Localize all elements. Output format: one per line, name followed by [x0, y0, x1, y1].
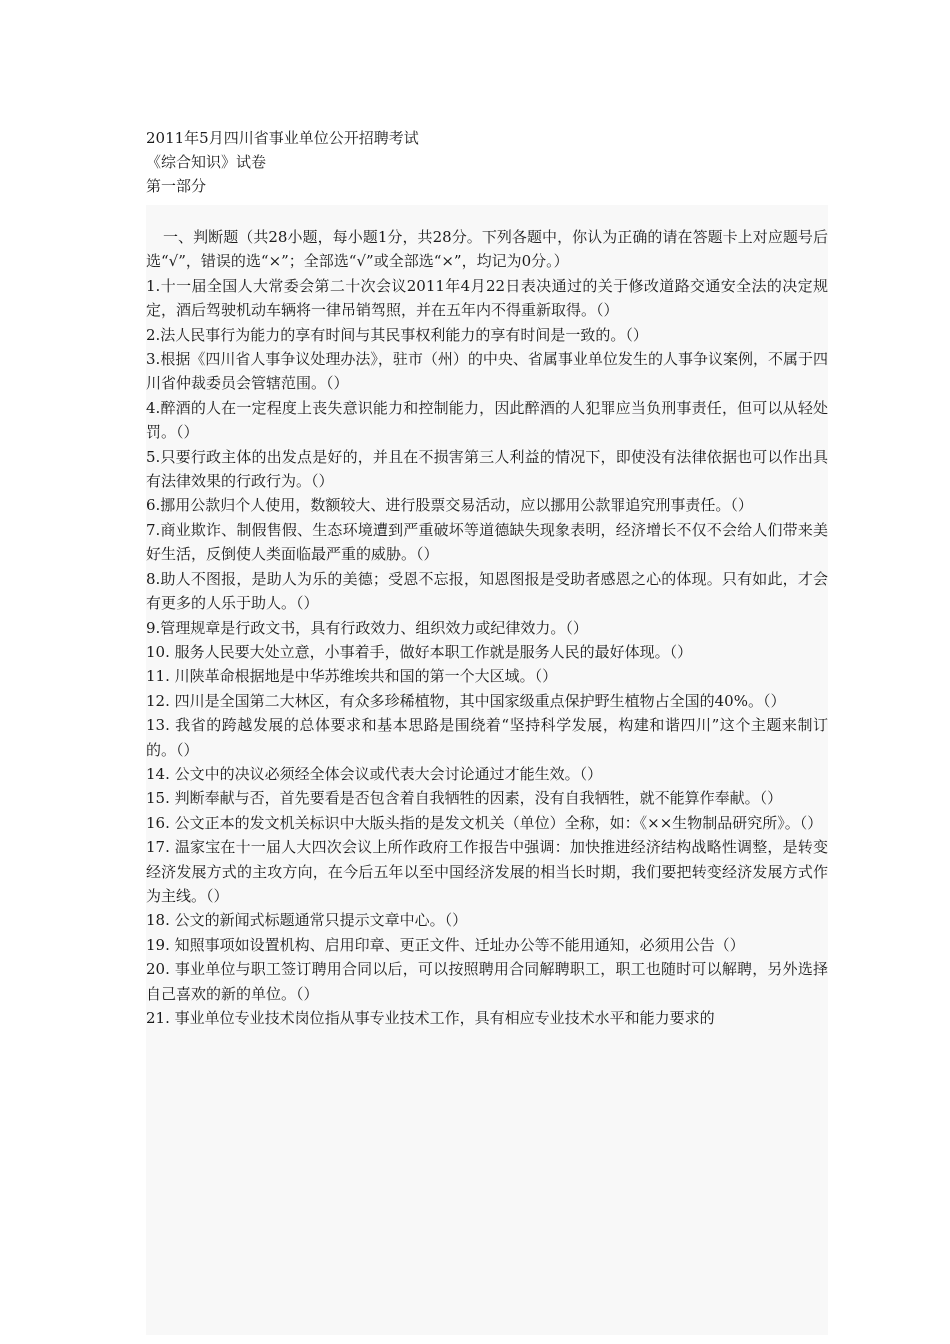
- question-item: 8.助人不图报，是助人为乐的美德；受恩不忘报，知恩图报是受助者感恩之心的体现。只有如此，才会有更多的人乐于助人。（）: [146, 569, 828, 613]
- section-instructions: 一、判断题（共28小题，每小题1分，共28分。下列各题中，你认为正确的请在答题卡上对应题号后选“√”，错误的选“×”；全部选“√”或全部选“×”，均记为0分。）: [146, 228, 828, 271]
- question-item: 20. 事业单位与职工签订聘用合同以后，可以按照聘用合同解聘职工，职工也随时可以解聘，另外选择自己喜欢的新的单位。（）: [146, 960, 828, 1003]
- document-header: [146, 126, 806, 198]
- question-item: 4.醉酒的人在一定程度上丧失意识能力和控制能力，因此醉酒的人犯罪应当负刑事责任，但可以从轻处罚。（）: [146, 398, 828, 442]
- question-item: 21. 事业单位专业技术岗位指从事专业技术工作，具有相应专业技术水平和能力要求的: [146, 1009, 715, 1027]
- question-item: 15. 判断奉献与否，首先要看是否包含着自我牺牲的因素，没有自我牺牲，就不能算作奉献。（）: [146, 789, 783, 808]
- question-item: 11. 川陕革命根据地是中华苏维埃共和国的第一个大区域。（）: [146, 667, 558, 686]
- question-item: 16. 公文正本的发文机关标识中大版头指的是发文机关（单位）全称，如：《××生物制品研究所》。（）: [146, 813, 823, 832]
- question-item: 10. 服务人民要大处立意，小事着手，做好本职工作就是服务人民的最好体现。（）: [146, 642, 693, 661]
- question-item: 17. 温家宝在十一届人大四次会议上所作政府工作报告中强调：加快推进经济结构战略性调整，是转变经济发展方式的主攻方向，在今后五年以至中国经济发展的相当长时期，我们要把转变经济发展方式作为主线。（）: [146, 838, 828, 905]
- question-item: 14. 公文中的决议必须经全体会议或代表大会讨论通过才能生效。（）: [146, 764, 603, 783]
- question-item: 6.挪用公款归个人使用，数额较大、进行股票交易活动，应以挪用公款罪追究刑事责任。（）: [146, 496, 753, 515]
- question-item: 19. 知照事项如设置机构、启用印章、更正文件、迁址办公等不能用通知，必须用公告（）: [146, 935, 745, 954]
- document-subtitle: 《综合知识》试卷: [146, 153, 267, 171]
- question-item: 2.法人民事行为能力的享有时间与其民事权利能力的享有时间是一致的。（）: [146, 325, 648, 344]
- question-item: 7.商业欺诈、制假售假、生态环境遭到严重破坏等道德缺失现象表明，经济增长不仅不会给人们带来美好生活，反倒使人类面临最严重的威胁。（）: [146, 520, 828, 564]
- question-section: [146, 205, 828, 1335]
- question-item: 18. 公文的新闻式标题通常只提示文章中心。（）: [146, 911, 468, 930]
- question-item: 1.十一届全国人大常委会第二十次会议2011年4月22日表决通过的关于修改道路交通安全法的决定规定，酒后驾驶机动车辆将一律吊销驾照，并在五年内不得重新取得。（）: [146, 276, 828, 320]
- part-label: 第一部分: [146, 177, 207, 195]
- question-item: 12. 四川是全国第二大林区，有众多珍稀植物，其中国家级重点保护野生植物占全国的40%。（）: [146, 691, 786, 710]
- question-item: 3.根据《四川省人事争议处理办法》，驻市（州）的中央、省属事业单位发生的人事争议案例，不属于四川省仲裁委员会管辖范围。（）: [146, 350, 828, 393]
- question-item: 5.只要行政主体的出发点是好的，并且在不损害第三人利益的情况下，即使没有法律依据也可以作出具有法律效果的行政行为。（）: [146, 447, 828, 491]
- question-item: 9.管理规章是行政文书，具有行政效力、组织效力或纪律效力。（）: [146, 618, 588, 637]
- document-title: 2011年5月四川省事业单位公开招聘考试: [146, 129, 419, 147]
- question-item: 13. 我省的跨越发展的总体要求和基本思路是围绕着“坚持科学发展，构建和谐四川”这个主题来制订的。（）: [146, 716, 828, 759]
